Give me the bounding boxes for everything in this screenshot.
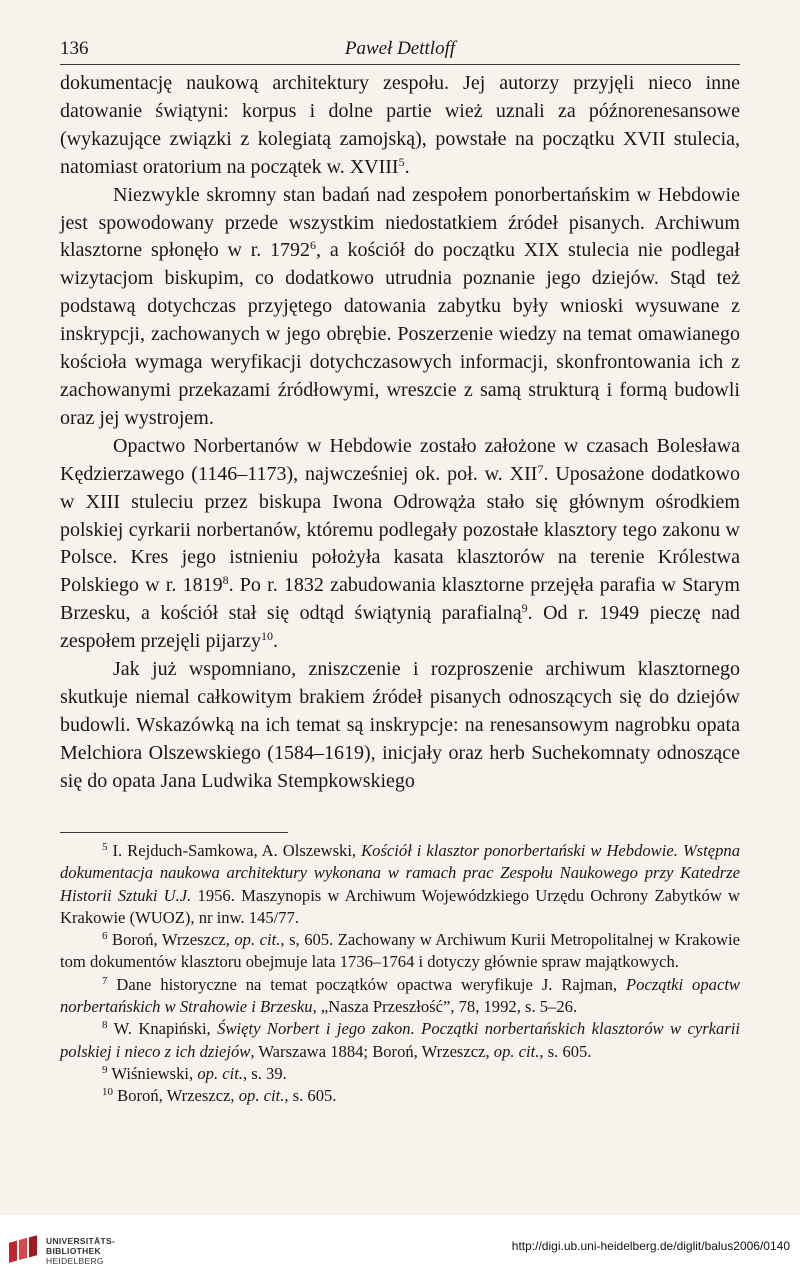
paragraph: Opactwo Norbertanów w Hebdowie zostało założone w czasach Bolesława Kędzierzawego (1146–1173), najwcześniej ok. poł. w. XII$^7$. Uposażone dodatkowo w XIII stuleciu przez biskupa Iwona Odrowąża stało się głównym ośrodkiem polskiej cyrkarii norbertanów, któremu podlegały pozostałe klasztory tego zakonu w Polsce. Kres jego istnieniu położyła kasata klasztorów na terenie Królestwa Polskiego w r. 1819$^8$. Po r. 1832 zabudowania klasztorne przejęła parafia w Starym Brzesku, a kościół stał się odtąd świątynią parafialną$^9$. Od r. 1949 pieczę nad zespołem przejęli pijarzy$^{10}$.	[60, 434, 741, 653]
footnote: $^5$ I. Rejduch-Samkowa, A. Olszewski, Kościół i klasztor ponorbertański w Hebdowie. Wstępna dokumentacja naukowa architektury wykonana w ramach prac Zespołu Naukowego przy Katedrze Historii Sztuki U.J. 1956. Maszynopis w Archiwum Wojewódzkiego Urzędu Ochrony Zabytków w Krakowie (WUOZ), nr inw. 145/77.	[60, 841, 741, 927]
library-emblem-icon	[8, 1233, 40, 1267]
footnote-ref[interactable]: 8	[222, 573, 229, 588]
footnote-number: 8	[102, 1019, 108, 1032]
paragraph: Jak już wspomniano, zniszczenie i rozproszenie archiwum klasztornego skutkuje niemal całkowitym brakiem źródeł pisanych odnoszących się do dziejów budowli. Wskazówką na ich temat są inskrypcje: na renesansowym nagrobku opata Melchiora Olszewskiego (1584–1619), inicjały oraz herb Suchekomnaty odnoszące się do opata Jana Ludwika Stempkowskiego	[60, 658, 740, 792]
logo-text: UNIVERSITÄTS- BIBLIOTHEK HEIDELBERG	[46, 1236, 116, 1266]
paragraph: dokumentację naukową architektury zespołu. Jej autorzy przyjęli nieco inne datowanie świątyni: korpus i dolne partie wież uznali za późnorenesansowe (wykazujące związki z kolegiatą zamojską), powstałe na początku XVII stulecia, natomiast oratorium na początek w. XVIII$^5$.	[60, 72, 740, 178]
footnote: $^7$ Dane historyczne na temat początków opactwa weryfikuje J. Rajman, Początki opactw norbertańskich w Strahowie i Brzesku, „Nasza Przeszłość”, 78, 1992, s. 5–26.	[60, 974, 740, 1017]
footnote-ref[interactable]: 9	[521, 601, 528, 616]
footnote: $^8$ W. Knapiński, Święty Norbert i jego zakon. Początki norbertańskich klasztorów w cyrkarii polskiej i nieco z ich dziejów, Warszawa 1884; Boroń, Wrzeszcz, op. cit., s. 605.	[60, 1019, 741, 1061]
footnote-divider	[60, 832, 288, 833]
running-head: Paweł Dettloff	[344, 38, 456, 59]
footnote-ref[interactable]: 6	[310, 238, 317, 253]
permalink-url[interactable]: http://digi.ub.uni-heidelberg.de/diglit/balus2006/0140	[511, 1239, 790, 1253]
footnote: $^9$ Wiśniewski, op. cit., s. 39.	[102, 1063, 287, 1083]
main-text	[60, 70, 740, 796]
footnote: $^6$ Boroń, Wrzeszcz, op. cit., s, 605. Zachowany w Archiwum Kurii Metropolitalnej w Krakowie tom dokumentów klasztoru obejmuje lata 1736–1764 i dotyczy głównie spraw majątkowych.	[60, 930, 741, 972]
footnote-ref[interactable]: 10	[261, 629, 274, 644]
viewer-footer	[0, 1215, 800, 1285]
footnote-number: 7	[102, 974, 108, 987]
paragraph: Niezwykle skromny stan badań nad zespołem ponorbertańskim w Hebdowie jest spowodowany przede wszystkim niedostatkiem źródeł pisanych. Archiwum klasztorne spłonęło w r. 1792$^6$, a kościół do początku XIX stulecia nie podlegał wizytacjom biskupim, co dodatkowo utrudnia poznanie jego dziejów. Stąd też podstawą dotychczas przyjętego datowania zabytku były wnioski wysuwane z inskrypcji, zachowanych w jego obrębie. Poszerzenie wiedzy na temat omawianego kościoła wymaga weryfikacji dotychczasowych informacji, skonfrontowania ich z zachowanymi przekazami źródłowymi, wreszcie z samą strukturą i formą budowli oraz jej wystrojem.	[60, 183, 740, 429]
university-library-logo[interactable]	[8, 1233, 148, 1273]
footnote-ref[interactable]: 7	[537, 461, 544, 476]
footnote: $^{10}$ Boroń, Wrzeszcz, op. cit., s. 605.	[102, 1086, 337, 1106]
footnote-number: 9	[102, 1063, 108, 1076]
footnote-number: 5	[102, 841, 108, 853]
page-number: 136	[60, 38, 89, 59]
footnote-number: 6	[102, 930, 108, 943]
footnote-number: 10	[102, 1086, 113, 1099]
footnote-ref[interactable]: 5	[398, 154, 405, 169]
page-header	[60, 38, 740, 65]
footnotes	[60, 840, 740, 1108]
